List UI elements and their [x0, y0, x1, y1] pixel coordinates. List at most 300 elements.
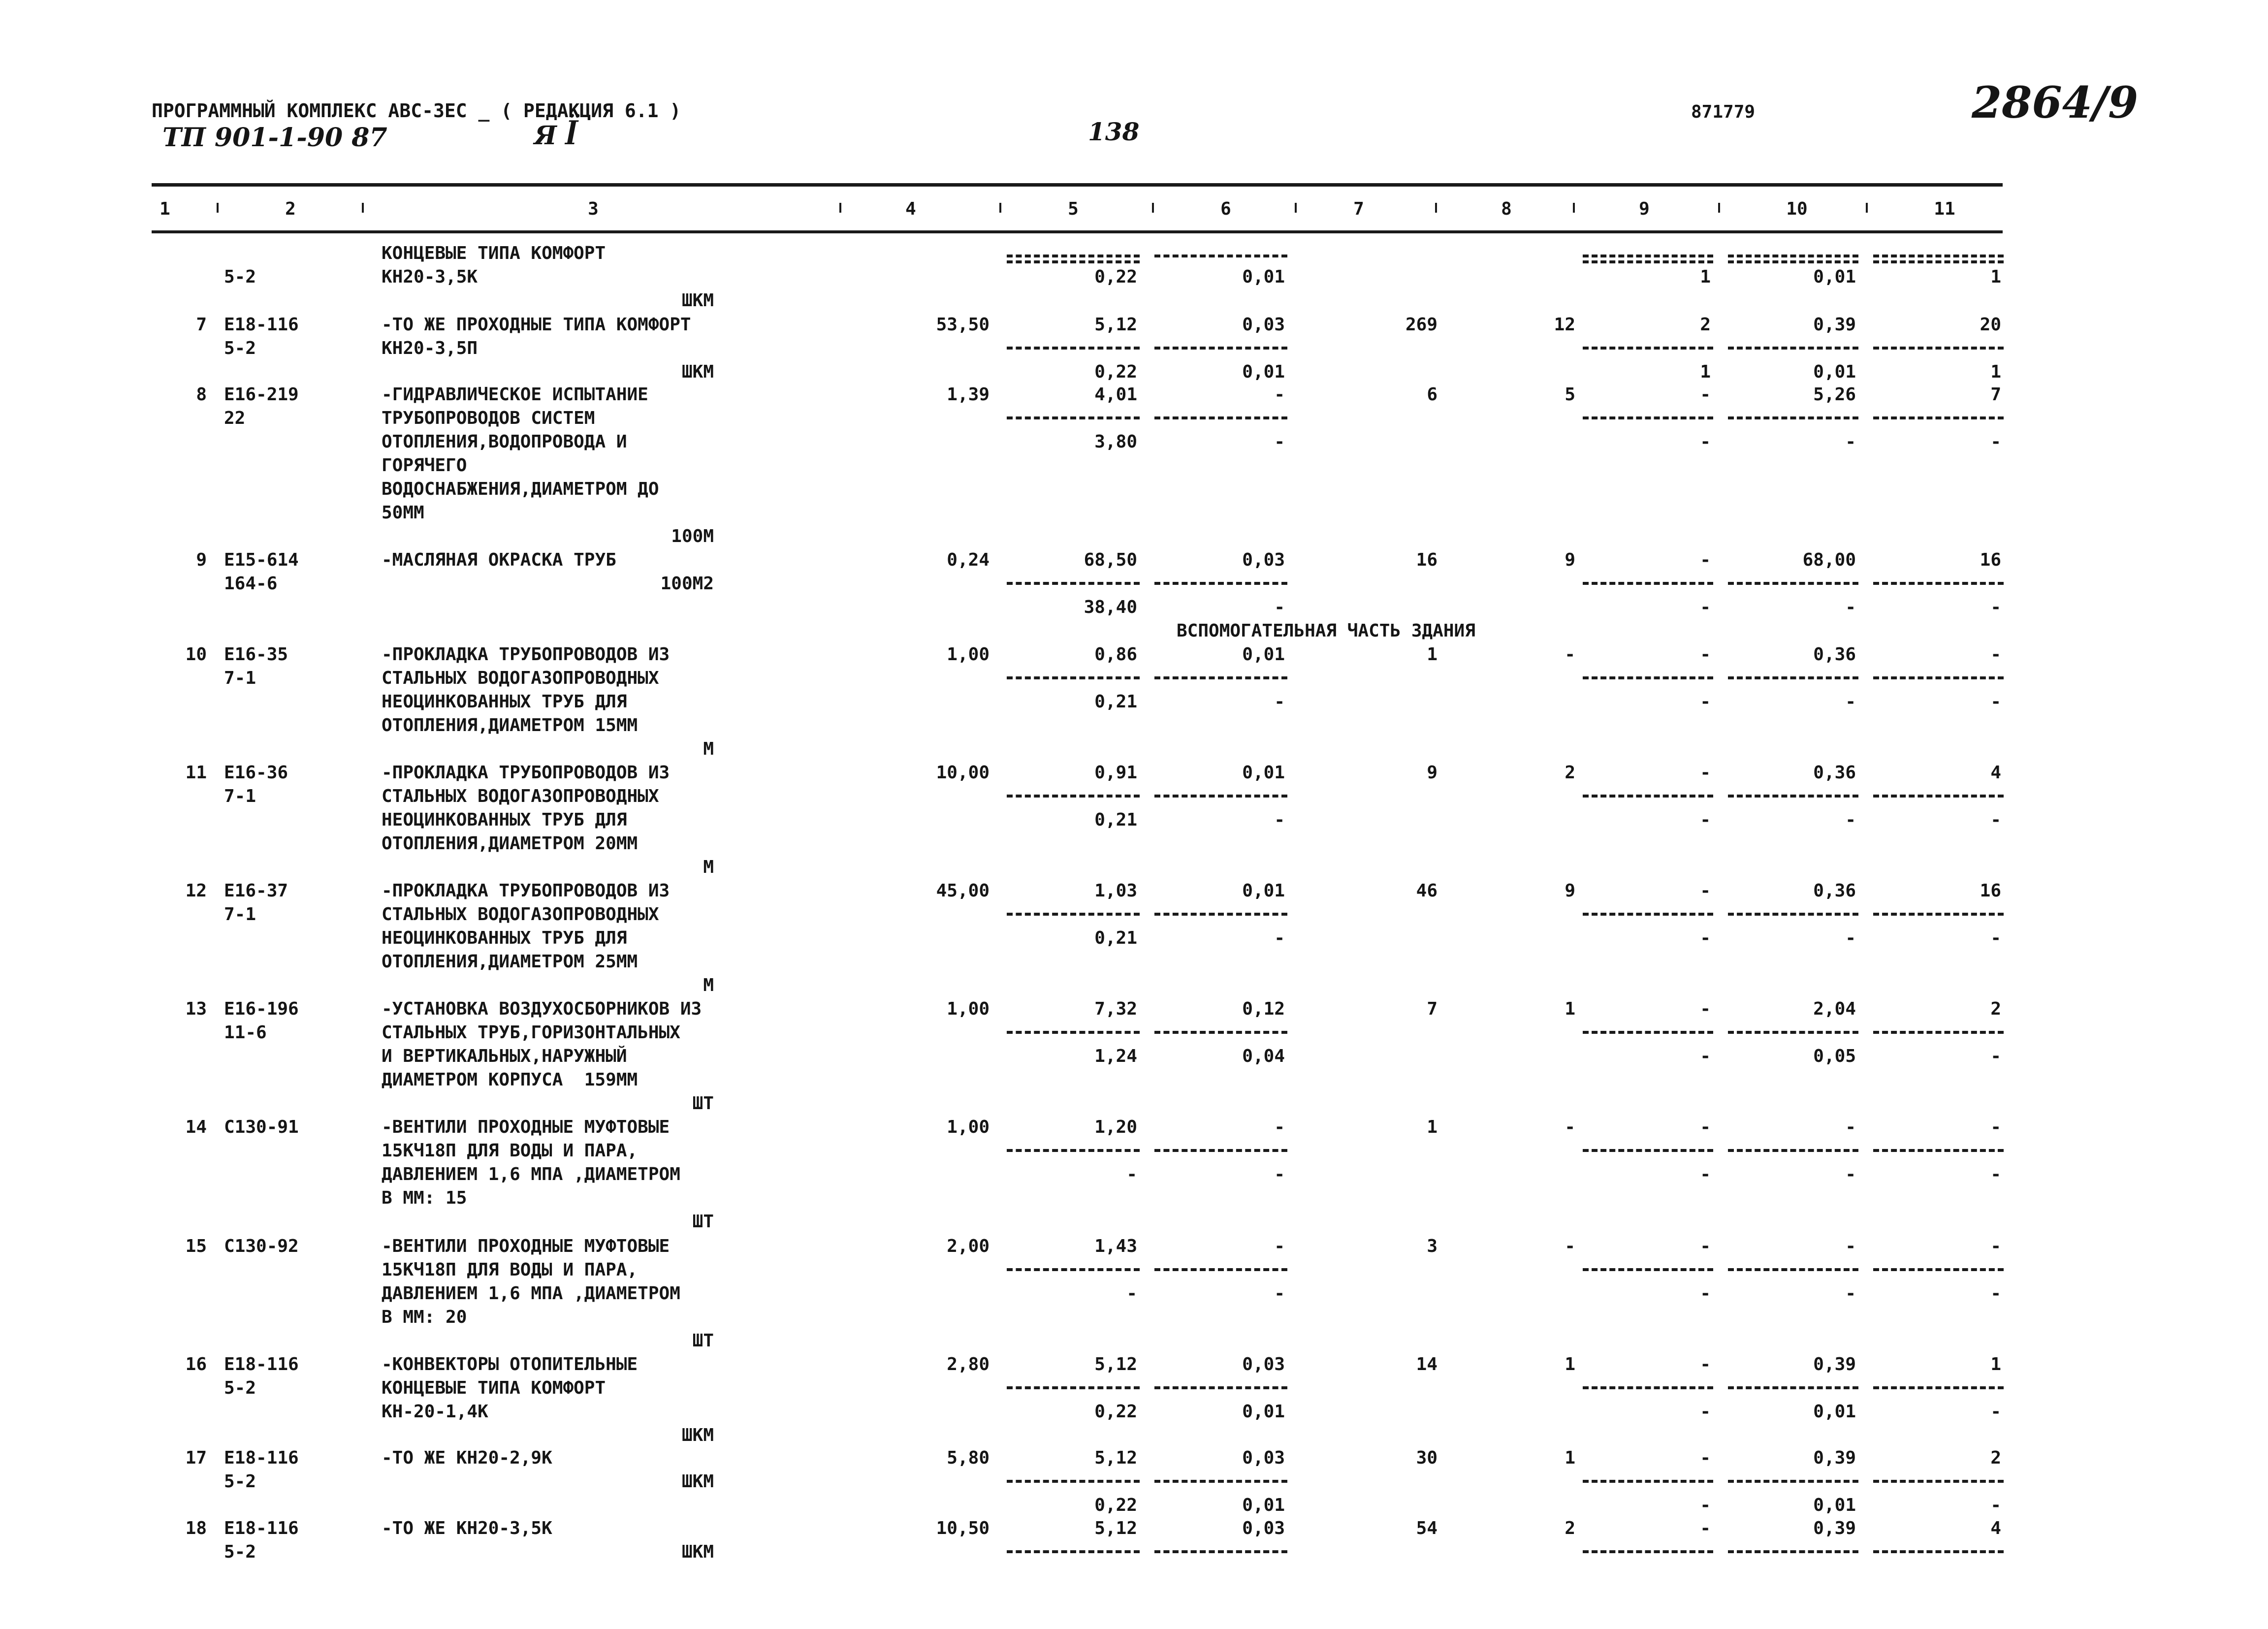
labor-total-operator-value: - — [1990, 692, 2001, 712]
wage-total-value: 1 — [1565, 1354, 1575, 1374]
fraction-line — [1728, 260, 1858, 263]
fraction-line — [1007, 676, 1140, 679]
total-cost-value: 14 — [1416, 1354, 1437, 1374]
unit-cost-value: 0,86 — [1094, 644, 1137, 665]
rate-code: Е16-37 — [224, 881, 288, 901]
page-number: 138 — [1088, 117, 1140, 146]
fraction-line — [1873, 1386, 2004, 1389]
labor-operator-value: - — [1845, 1283, 1856, 1304]
rate-code: Е18-116 — [224, 1354, 299, 1374]
work-description-line: КН-20-1,4К — [382, 1402, 488, 1422]
work-description-line: ОТОПЛЕНИЯ,ВОДОПРОВОДА И — [382, 432, 627, 452]
wage-total-value: 2 — [1565, 1518, 1575, 1538]
unit-cost-value: 5,12 — [1094, 1354, 1137, 1374]
fraction-line — [1873, 582, 2004, 585]
quantity-value: 1,00 — [947, 999, 990, 1019]
labor-operator-value: 0,01 — [1813, 267, 1856, 287]
unit-of-measure: 100М — [671, 526, 714, 546]
column-separator — [1295, 203, 1297, 213]
fraction-line — [1154, 1149, 1287, 1152]
work-description-line: 15КЧ18П ДЛЯ ВОДЫ И ПАРА, — [382, 1260, 638, 1280]
unit-cost-value: 4,01 — [1094, 384, 1137, 405]
work-description-line: -ТО ЖЕ ПРОХОДНЫЕ ТИПА КОМФОРТ — [382, 315, 691, 335]
machine-cost-value: - — [1700, 384, 1711, 405]
total-cost-value: 269 — [1405, 315, 1437, 335]
unit-of-measure: ШКМ — [681, 1425, 714, 1445]
labor-total-value: 4 — [1990, 1518, 2001, 1538]
machine-operator-value: 1 — [1700, 267, 1711, 287]
labor-total-operator-value: 1 — [1990, 362, 2001, 382]
fraction-line — [1154, 1480, 1287, 1483]
labor-operator-value: 0,01 — [1813, 1495, 1856, 1515]
unit-cost-operator-value: 38,40 — [1084, 597, 1137, 617]
header-bottom-rule — [152, 230, 2003, 233]
fraction-line — [1154, 416, 1287, 419]
labor-total-value: 20 — [1980, 315, 2001, 335]
labor-total-operator-value: - — [1990, 597, 2001, 617]
row-number: 17 — [185, 1448, 207, 1468]
row-number: 18 — [185, 1518, 207, 1538]
fraction-line — [1583, 1550, 1713, 1553]
quantity-value: 10,00 — [936, 763, 990, 783]
rate-subcode: 164-6 — [224, 574, 278, 594]
wage-operator-value: - — [1274, 432, 1285, 452]
labor-cost-value: 2,04 — [1813, 999, 1856, 1019]
fraction-line — [1583, 1268, 1713, 1271]
unit-cost-value: 5,12 — [1094, 1518, 1137, 1538]
fraction-line — [1154, 795, 1287, 798]
fraction-line — [1007, 416, 1140, 419]
labor-total-operator-value: - — [1990, 1283, 2001, 1304]
rate-code: Е16-196 — [224, 999, 299, 1019]
wage-total-value: - — [1565, 644, 1575, 665]
fraction-line — [1728, 1386, 1858, 1389]
work-description-line: -ТО ЖЕ КН20-3,5К — [382, 1518, 552, 1538]
fraction-line — [1007, 1031, 1140, 1034]
wage-operator-value: 0,01 — [1242, 267, 1285, 287]
work-description-line: НЕОЦИНКОВАННЫХ ТРУБ ДЛЯ — [382, 810, 627, 830]
fraction-line — [1007, 1268, 1140, 1271]
wage-total-value: 12 — [1554, 315, 1575, 335]
fraction-line — [1873, 1149, 2004, 1152]
wage-operator-value: - — [1274, 1164, 1285, 1184]
labor-cost-value: 0,36 — [1813, 763, 1856, 783]
unit-of-measure: ШКМ — [681, 1471, 714, 1492]
wage-cost-value: 0,03 — [1242, 315, 1285, 335]
machine-operator-value: - — [1700, 1164, 1711, 1184]
work-description-line: ДАВЛЕНИЕМ 1,6 МПА ,ДИАМЕТРОМ — [382, 1283, 680, 1304]
labor-total-operator-value: - — [1990, 928, 2001, 948]
wage-total-value: 9 — [1565, 881, 1575, 901]
labor-cost-value: 0,39 — [1813, 315, 1856, 335]
work-description-line: 50ММ — [382, 503, 424, 523]
fraction-line — [1728, 795, 1858, 798]
rate-code: Е18-116 — [224, 1448, 299, 1468]
wage-total-value: 1 — [1565, 1448, 1575, 1468]
column-header-5: 5 — [1068, 199, 1079, 219]
rate-subcode: 5-2 — [224, 338, 256, 358]
unit-of-measure: ШКМ — [681, 362, 714, 382]
total-cost-value: 46 — [1416, 881, 1437, 901]
work-description-line: И ВЕРТИКАЛЬНЫХ,НАРУЖНЫЙ — [382, 1046, 627, 1066]
machine-cost-value: - — [1700, 999, 1711, 1019]
unit-cost-value: 5,12 — [1094, 315, 1137, 335]
fraction-line — [1873, 416, 2004, 419]
labor-total-value: - — [1990, 644, 2001, 665]
column-separator — [1866, 203, 1868, 213]
work-description-line: НЕОЦИНКОВАННЫХ ТРУБ ДЛЯ — [382, 692, 627, 712]
labor-cost-value: 0,39 — [1813, 1448, 1856, 1468]
fraction-line — [1873, 795, 2004, 798]
unit-cost-operator-value: 0,21 — [1094, 810, 1137, 830]
row-number: 14 — [185, 1117, 207, 1137]
column-header-9: 9 — [1639, 199, 1650, 219]
wage-cost-value: 0,01 — [1242, 763, 1285, 783]
labor-total-operator-value: - — [1990, 1495, 2001, 1515]
fraction-line — [1728, 676, 1858, 679]
work-description-line: В ММ: 15 — [382, 1188, 467, 1208]
fraction-line — [1728, 1149, 1858, 1152]
unit-of-measure: ШТ — [692, 1331, 714, 1351]
work-description-line: КН20-3,5П — [382, 338, 478, 358]
unit-cost-value: 1,03 — [1094, 881, 1137, 901]
work-description-line: -ТО ЖЕ КН20-2,9К — [382, 1448, 552, 1468]
work-description-line: 15КЧ18П ДЛЯ ВОДЫ И ПАРА, — [382, 1141, 638, 1161]
unit-cost-operator-value: 0,22 — [1094, 1495, 1137, 1515]
total-cost-value: 54 — [1416, 1518, 1437, 1538]
fraction-line — [1728, 582, 1858, 585]
total-cost-value: 6 — [1427, 384, 1437, 405]
column-header-10: 10 — [1786, 199, 1808, 219]
fraction-line — [1728, 1480, 1858, 1483]
total-cost-value: 30 — [1416, 1448, 1437, 1468]
labor-operator-value: - — [1845, 1164, 1856, 1184]
labor-operator-value: 0,05 — [1813, 1046, 1856, 1066]
fraction-line — [1154, 347, 1287, 350]
fraction-line — [1728, 347, 1858, 350]
wage-total-value: 2 — [1565, 763, 1575, 783]
labor-total-operator-value: 1 — [1990, 267, 2001, 287]
unit-cost-value: 68,50 — [1084, 550, 1137, 570]
labor-cost-value: 5,26 — [1813, 384, 1856, 405]
row-number: 8 — [196, 384, 207, 405]
quantity-value: 2,00 — [947, 1236, 990, 1256]
work-description-line: ОТОПЛЕНИЯ,ДИАМЕТРОМ 25ММ — [382, 952, 638, 972]
machine-cost-value: - — [1700, 644, 1711, 665]
wage-cost-value: 0,03 — [1242, 1354, 1285, 1374]
quantity-value: 5,80 — [947, 1448, 990, 1468]
work-description-line: СТАЛЬНЫХ ТРУБ,ГОРИЗОНТАЛЬНЫХ — [382, 1022, 680, 1043]
fraction-line — [1007, 1386, 1140, 1389]
column-header-1: 1 — [160, 199, 170, 219]
fraction-line — [1154, 1550, 1287, 1553]
sheet-mark: 2864/9 — [1972, 77, 2139, 128]
wage-cost-value: 0,01 — [1242, 644, 1285, 665]
work-description-line: НЕОЦИНКОВАННЫХ ТРУБ ДЛЯ — [382, 928, 627, 948]
document-code: 871779 — [1691, 102, 1756, 122]
labor-total-value: - — [1990, 1117, 2001, 1137]
fraction-line — [1873, 1268, 2004, 1271]
labor-cost-value: 0,39 — [1813, 1518, 1856, 1538]
work-description-line: -ВЕНТИЛИ ПРОХОДНЫЕ МУФТОВЫЕ — [382, 1117, 670, 1137]
fraction-line — [1583, 913, 1713, 916]
quantity-value: 45,00 — [936, 881, 990, 901]
wage-cost-value: 0,01 — [1242, 881, 1285, 901]
quantity-value: 53,50 — [936, 315, 990, 335]
fraction-line — [1007, 1480, 1140, 1483]
machine-operator-value: - — [1700, 1495, 1711, 1515]
fraction-line — [1728, 1031, 1858, 1034]
machine-cost-value: - — [1700, 550, 1711, 570]
total-cost-value: 7 — [1427, 999, 1437, 1019]
column-header-7: 7 — [1353, 199, 1364, 219]
fraction-line — [1873, 676, 2004, 679]
row-number: 9 — [196, 550, 207, 570]
column-header-4: 4 — [905, 199, 916, 219]
quantity-value: 1,39 — [947, 384, 990, 405]
rate-code: Е15-614 — [224, 550, 299, 570]
work-description-line: ОТОПЛЕНИЯ,ДИАМЕТРОМ 20ММ — [382, 833, 638, 854]
quantity-value: 1,00 — [947, 644, 990, 665]
rate-subcode: 22 — [224, 408, 246, 428]
column-separator — [999, 203, 1001, 213]
fraction-line — [1583, 1386, 1713, 1389]
album-mark: Я ꟾ̈ — [534, 121, 578, 151]
program-title: ПРОГРАММНЫЙ КОМПЛЕКС АВС-3ЕС _ ( РЕДАКЦИЯ 6.1 ) — [152, 100, 681, 122]
quantity-value: 10,50 — [936, 1518, 990, 1538]
work-description-line: -УСТАНОВКА ВОЗДУХОСБОРНИКОВ ИЗ — [382, 999, 702, 1019]
labor-total-operator-value: - — [1990, 810, 2001, 830]
labor-operator-value: - — [1845, 432, 1856, 452]
total-cost-value: 9 — [1427, 763, 1437, 783]
unit-of-measure: 100М2 — [660, 574, 714, 594]
machine-operator-value: - — [1700, 597, 1711, 617]
fraction-line — [1583, 260, 1713, 263]
rate-subcode: 7-1 — [224, 668, 256, 688]
work-description-line: ГОРЯЧЕГО — [382, 455, 467, 476]
labor-total-value: 1 — [1990, 1354, 2001, 1374]
rate-code: С130-92 — [224, 1236, 299, 1256]
labor-cost-value: - — [1845, 1117, 1856, 1137]
unit-cost-operator-value: - — [1126, 1283, 1137, 1304]
machine-operator-value: - — [1700, 692, 1711, 712]
fraction-line — [1154, 676, 1287, 679]
labor-total-value: 16 — [1980, 550, 2001, 570]
machine-cost-value: - — [1700, 763, 1711, 783]
unit-cost-operator-value: 0,22 — [1094, 1402, 1137, 1422]
fraction-line — [1007, 913, 1140, 916]
machine-operator-value: - — [1700, 432, 1711, 452]
work-description-line: -ВЕНТИЛИ ПРОХОДНЫЕ МУФТОВЫЕ — [382, 1236, 670, 1256]
unit-cost-operator-value: 0,21 — [1094, 928, 1137, 948]
work-description-line: -КОНВЕКТОРЫ ОТОПИТЕЛЬНЫЕ — [382, 1354, 638, 1374]
column-header-3: 3 — [588, 199, 599, 219]
column-separator — [362, 203, 364, 213]
work-description-line: В ММ: 20 — [382, 1307, 467, 1327]
fraction-line — [1583, 795, 1713, 798]
fraction-line — [1583, 1480, 1713, 1483]
unit-of-measure: ШКМ — [681, 1542, 714, 1562]
work-description-line: КОНЦЕВЫЕ ТИПА КОМФОРТ — [382, 243, 606, 263]
machine-cost-value: - — [1700, 881, 1711, 901]
wage-total-value: 5 — [1565, 384, 1575, 405]
column-header-6: 6 — [1220, 199, 1231, 219]
machine-cost-value: - — [1700, 1448, 1711, 1468]
labor-operator-value: 0,01 — [1813, 362, 1856, 382]
fraction-line — [1007, 255, 1140, 257]
labor-total-value: 7 — [1990, 384, 2001, 405]
wage-operator-value: 0,01 — [1242, 1495, 1285, 1515]
labor-total-operator-value: - — [1990, 432, 2001, 452]
quantity-value: 2,80 — [947, 1354, 990, 1374]
row-number: 15 — [185, 1236, 207, 1256]
labor-total-value: - — [1990, 1236, 2001, 1256]
wage-total-value: - — [1565, 1236, 1575, 1256]
machine-operator-value: - — [1700, 928, 1711, 948]
fraction-line — [1583, 347, 1713, 350]
wage-operator-value: - — [1274, 810, 1285, 830]
unit-of-measure: М — [703, 975, 714, 995]
machine-operator-value: - — [1700, 1046, 1711, 1066]
labor-cost-value: 0,36 — [1813, 644, 1856, 665]
labor-cost-value: 0,39 — [1813, 1354, 1856, 1374]
work-description-line: ДИАМЕТРОМ КОРПУСА 159ММ — [382, 1070, 638, 1090]
fraction-line — [1728, 913, 1858, 916]
fraction-line — [1154, 913, 1287, 916]
work-description-line: -МАСЛЯНАЯ ОКРАСКА ТРУБ — [382, 550, 616, 570]
work-description-line: -ПРОКЛАДКА ТРУБОПРОВОДОВ ИЗ — [382, 881, 670, 901]
rate-code: Е18-116 — [224, 315, 299, 335]
column-separator — [1573, 203, 1575, 213]
machine-cost-value: - — [1700, 1354, 1711, 1374]
labor-total-value: 2 — [1990, 999, 2001, 1019]
row-number: 11 — [185, 763, 207, 783]
machine-operator-value: 1 — [1700, 362, 1711, 382]
column-separator — [1152, 203, 1154, 213]
unit-of-measure: ШКМ — [681, 290, 714, 311]
header-top-rule — [152, 183, 2003, 187]
column-separator — [217, 203, 219, 213]
wage-total-value: 1 — [1565, 999, 1575, 1019]
unit-of-measure: М — [703, 739, 714, 759]
machine-operator-value: - — [1700, 810, 1711, 830]
row-number: 12 — [185, 881, 207, 901]
fraction-line — [1873, 1550, 2004, 1553]
fraction-line — [1873, 260, 2004, 263]
work-description-line: КОНЦЕВЫЕ ТИПА КОМФОРТ — [382, 1378, 606, 1398]
unit-of-measure: ШТ — [692, 1212, 714, 1232]
wage-cost-value: - — [1274, 1236, 1285, 1256]
wage-operator-value: - — [1274, 1283, 1285, 1304]
project-number: ТП 901-1-90 87 — [162, 123, 387, 153]
column-header-11: 11 — [1934, 199, 1955, 219]
unit-cost-value: 1,20 — [1094, 1117, 1137, 1137]
row-number: 16 — [185, 1354, 207, 1374]
total-cost-value: 16 — [1416, 550, 1437, 570]
labor-total-value: 16 — [1980, 881, 2001, 901]
work-description-line: -ПРОКЛАДКА ТРУБОПРОВОДОВ ИЗ — [382, 763, 670, 783]
total-cost-value: 1 — [1427, 644, 1437, 665]
wage-operator-value: - — [1274, 597, 1285, 617]
wage-operator-value: - — [1274, 692, 1285, 712]
machine-cost-value: 2 — [1700, 315, 1711, 335]
wage-cost-value: 0,03 — [1242, 550, 1285, 570]
rate-code: Е16-35 — [224, 644, 288, 665]
wage-cost-value: - — [1274, 1117, 1285, 1137]
fraction-line — [1007, 795, 1140, 798]
rate-code: С130-91 — [224, 1117, 299, 1137]
unit-cost-value: 7,32 — [1094, 999, 1137, 1019]
fraction-line — [1873, 913, 2004, 916]
fraction-line — [1007, 1149, 1140, 1152]
work-description-line: ДАВЛЕНИЕМ 1,6 МПА ,ДИАМЕТРОМ — [382, 1164, 680, 1184]
work-description-line: КН20-3,5К — [382, 267, 478, 287]
labor-cost-value: 0,36 — [1813, 881, 1856, 901]
column-header-2: 2 — [285, 199, 296, 219]
rate-subcode: 5-2 — [224, 1471, 256, 1492]
rate-subcode: 5-2 — [224, 1542, 256, 1562]
fraction-line — [1583, 255, 1713, 257]
labor-total-operator-value: - — [1990, 1402, 2001, 1422]
wage-cost-value: 0,12 — [1242, 999, 1285, 1019]
unit-cost-operator-value: 0,22 — [1094, 362, 1137, 382]
column-separator — [1718, 203, 1720, 213]
labor-operator-value: 0,01 — [1813, 1402, 1856, 1422]
fraction-line — [1007, 347, 1140, 350]
fraction-line — [1728, 416, 1858, 419]
labor-total-operator-value: - — [1990, 1164, 2001, 1184]
fraction-line — [1154, 1268, 1287, 1271]
fraction-line — [1583, 676, 1713, 679]
section-header: ВСПОМОГАТЕЛЬНАЯ ЧАСТЬ ЗДАНИЯ — [1177, 621, 1475, 641]
fraction-line — [1728, 1268, 1858, 1271]
machine-cost-value: - — [1700, 1117, 1711, 1137]
work-description-line: -ПРОКЛАДКА ТРУБОПРОВОДОВ ИЗ — [382, 644, 670, 665]
labor-cost-value: - — [1845, 1236, 1856, 1256]
work-description-line: ОТОПЛЕНИЯ,ДИАМЕТРОМ 15ММ — [382, 715, 638, 735]
row-number: 13 — [185, 999, 207, 1019]
wage-cost-value: 0,03 — [1242, 1518, 1285, 1538]
labor-operator-value: - — [1845, 692, 1856, 712]
work-description-line: ВОДОСНАБЖЕНИЯ,ДИАМЕТРОМ ДО — [382, 479, 659, 499]
unit-cost-value: 5,12 — [1094, 1448, 1137, 1468]
unit-cost-operator-value: 1,24 — [1094, 1046, 1137, 1066]
unit-of-measure: М — [703, 857, 714, 877]
machine-cost-value: - — [1700, 1518, 1711, 1538]
work-description-line: -ГИДРАВЛИЧЕСКОЕ ИСПЫТАНИЕ — [382, 384, 648, 405]
fraction-line — [1583, 1031, 1713, 1034]
rate-subcode: 11-6 — [224, 1022, 267, 1043]
labor-operator-value: - — [1845, 928, 1856, 948]
fraction-line — [1583, 582, 1713, 585]
fraction-line — [1154, 1386, 1287, 1389]
row-number: 7 — [196, 315, 207, 335]
fraction-line — [1873, 255, 2004, 257]
fraction-line — [1154, 582, 1287, 585]
wage-operator-value: 0,04 — [1242, 1046, 1285, 1066]
fraction-line — [1583, 416, 1713, 419]
fraction-line — [1154, 255, 1287, 257]
work-description-line: ТРУБОПРОВОДОВ СИСТЕМ — [382, 408, 595, 428]
labor-cost-value: 68,00 — [1802, 550, 1856, 570]
unit-cost-operator-value: 0,22 — [1094, 267, 1137, 287]
total-cost-value: 1 — [1427, 1117, 1437, 1137]
labor-total-operator-value: - — [1990, 1046, 2001, 1066]
fraction-line — [1007, 1550, 1140, 1553]
wage-cost-value: - — [1274, 384, 1285, 405]
labor-operator-value: - — [1845, 810, 1856, 830]
rate-subcode: 7-1 — [224, 786, 256, 806]
